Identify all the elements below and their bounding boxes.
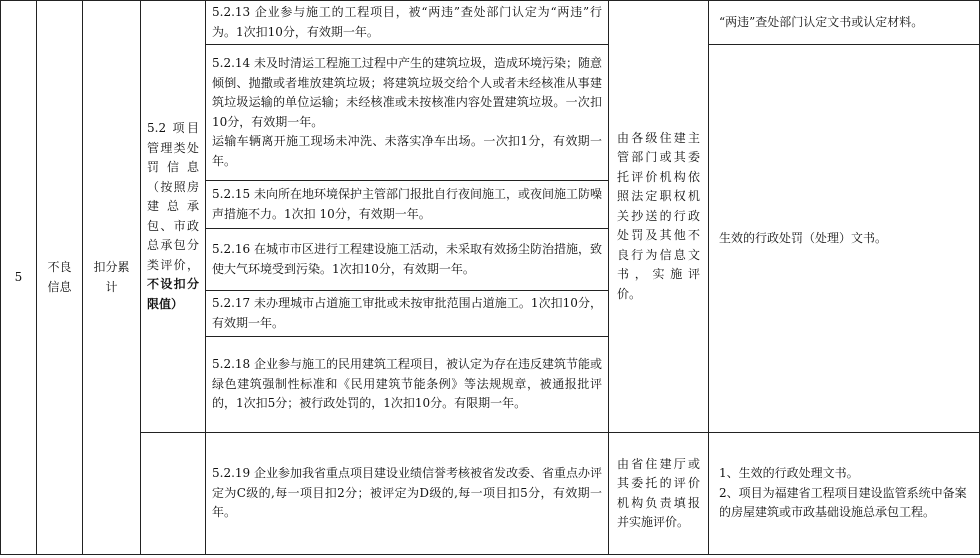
- item-5-2-13: [206, 1, 609, 45]
- evidence-text-3b: 2、项目为福建省工程项目建设监管系统中备案的房屋建筑或市政基础设施总承包工程。: [719, 485, 967, 520]
- evidence-cell-3: [709, 433, 980, 555]
- category-cell: [37, 1, 83, 555]
- item-5-2-19: [206, 433, 609, 555]
- method-label: 扣分累计: [93, 260, 130, 294]
- evidence-text-3a: 1、生效的行政处理文书。: [719, 466, 859, 481]
- subcategory-text: 5.2 项目管理类处罚信息（按照房建总承包、市政总承包分类评价，: [147, 121, 199, 272]
- item-text: 5.2.14 未及时清运工程施工过程中产生的建筑垃圾，造成环境污染；随意倾倒、抛撒或者堆放建筑垃圾；将建筑垃圾交给个人或者未经核准从事建筑垃圾运输的单位运输；未经核准或未按核准内容处置建筑垃圾。一次扣10分，有效期一年。: [212, 56, 602, 129]
- subcategory-bold-text: 不设扣分限值）: [147, 277, 199, 311]
- item-5-2-15: [206, 181, 609, 229]
- item-5-2-14: [206, 45, 609, 181]
- row-number-cell: [1, 1, 37, 555]
- evidence-text-1: “两违”查处部门认定文书或认定材料。: [719, 14, 924, 29]
- item-5-2-18: [206, 337, 609, 433]
- basis-text-2: 由省住建厅或其委托的评价机构负责填报并实施评价。: [617, 456, 700, 529]
- item-text: 5.2.17 未办理城市占道施工审批或未按审批范围占道施工。1次扣10分，有效期一年。: [212, 296, 602, 330]
- basis-cell-2: [609, 433, 709, 555]
- item-text: 5.2.19 企业参加我省重点项目建设业绩信誉考核被省发改委、省重点办评定为C级的,每一项目扣2分；被评定为D级的,每一项目扣5分，有效期一年。: [212, 466, 602, 520]
- method-cell: [83, 1, 141, 555]
- subcategory-cell: [141, 1, 206, 433]
- item-5-2-16: [206, 229, 609, 291]
- item-text: 5.2.16 在城市市区进行工程建设施工活动，未采取有效扬尘防治措施，致使大气环境受到污染。1次扣10分，有效期一年。: [212, 242, 602, 276]
- evidence-text-2: 生效的行政处罚（处理）文书。: [719, 230, 888, 245]
- item-text: 运输车辆离开施工现场未冲洗、未落实净车出场。一次扣1分，有效期一年。: [212, 134, 602, 168]
- item-text: 5.2.15 未向所在地环境保护主管部门报批自行夜间施工，或夜间施工防噪声措施不力。1次扣 10分，有效期一年。: [212, 187, 602, 221]
- basis-text-1: 由各级住建主管部门或其委托评价机构依照法定职权机关抄送的行政处罚及其他不良行为信息文书，实施评价。: [617, 130, 700, 301]
- row-number: 5: [14, 269, 23, 284]
- category-label: 不良信息: [47, 260, 72, 294]
- evidence-cell-1: [709, 1, 980, 45]
- subcategory-empty-cell: [141, 433, 206, 555]
- item-text: 5.2.18 企业参与施工的民用建筑工程项目，被认定为存在违反建筑节能或绿色建筑强制性标准和《民用建筑节能条例》等法规规章，被通报批评的，1次扣5分；被行政处罚的，1次扣10分。有限期一年。: [212, 357, 602, 411]
- basis-cell-1: [609, 1, 709, 433]
- item-text: 5.2.13 企业参与施工的工程项目，被“两违”查处部门认定为“两违”行为。1次扣10分，有效期一年。: [212, 5, 602, 39]
- table-row: [1, 1, 980, 45]
- evidence-cell-2: [709, 45, 980, 433]
- item-5-2-17: [206, 291, 609, 337]
